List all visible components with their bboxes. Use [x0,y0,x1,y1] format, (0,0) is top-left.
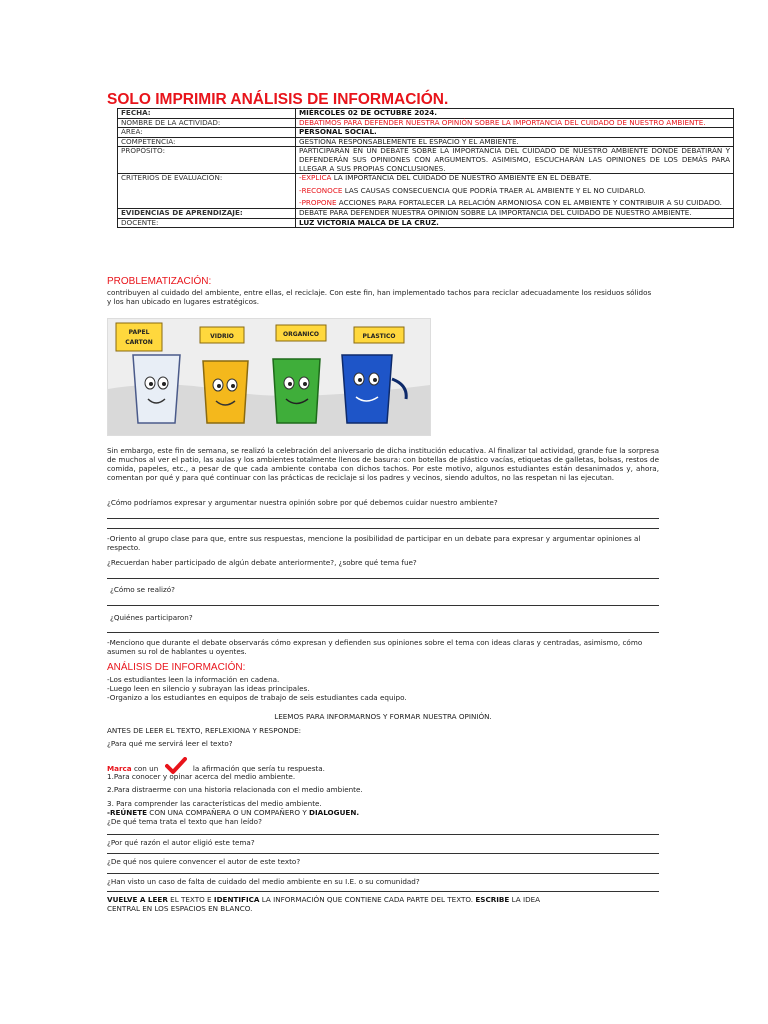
competencia-label: COMPETENCIA: [118,137,296,147]
reunete-end: DIALOGUEN. [309,808,360,817]
option-2: 2.Para distraerme con una historia relacionada con el medio ambiente. [107,785,363,794]
question-1: ¿Cómo podríamos expresar y argumentar nuestra opinión sobre por qué debemos cuidar nuestro ambiente? [107,498,498,507]
antes-heading: ANTES DE LEER EL TEXTO, REFLEXIONA Y RESPONDE: [107,726,302,735]
answer-line [107,853,659,854]
marca-rest: la afirmación que sería tu respuesta. [192,764,325,773]
question-8: ¿Han visto un caso de falta de cuidado del medio ambiente en su I.E. o su comunidad? [107,877,420,886]
vuelve-verb-3: ESCRIBE [475,895,510,904]
step-3: -Organizo a los estudiantes en equipos de trabajo de seis estudiantes cada equipo. [107,693,407,702]
step-2: -Luego leen en silencio y subrayan las ideas principales. [107,684,310,693]
fecha-label: FECHA: [118,109,296,119]
vuelve-instruction [107,895,659,913]
answer-line [107,528,659,529]
vuelve-text-4: CENTRAL EN LOS ESPACIOS EN BLANCO. [107,904,253,913]
bin-label-glass: VIDRIO [210,333,234,340]
question-2: ¿Recuerdan haber participado de algún debate anteriormente?, ¿sobre qué tema fue? [107,558,417,567]
analisis-heading: ANÁLISIS DE INFORMACIÓN: [107,662,246,673]
story-paragraph: Sin embargo, este fin de semana, se realizó la celebración del aniversario de dicha institución educativa. Al finalizar tal actividad, grande fue la sorpresa de muchos al ver el patio, las aulas y los ambientes totalmente llenos de basura: con botellas de plástico vacías, etiquetas de galletas, bolsas, restos de comida, papeles, etc., a pesar de que cada ambiente contaba con dichos tachos. Por este motivo, algunos estudiantes están desanimados y, ahora, comentan por qué y para qué continuar con las prácticas de reciclaje si los padres y vecinos, siendo adultos, no las respetan ni las ejecutan. [107,446,659,482]
bin-label-carton: CARTON [125,339,153,346]
option-1: 1.Para conocer y opinar acerca del medio ambiente. [107,772,296,781]
proposito-value: PARTICIPARÁN EN UN DEBATE SOBRE LA IMPORTANCIA DEL CUIDADO DE NUESTRO AMBIENTE DONDE DEBATIRÁN Y DEFENDERÁN SUS OPINIONES CON ARGUMENTOS. ASIMISMO, ESCUCHARÁN LAS OPINIONES DE LOS DEMÁS PARA LLEGAR A SUS PROPIAS CONCLUSIONES. [296,147,734,174]
bin-label-organic: ORGANICO [282,331,320,338]
table-row [118,218,734,228]
answer-line [107,891,659,892]
bin-label-plastic: PLASTICO [362,333,396,340]
docente-label: DOCENTE: [118,218,296,228]
area-label: ÁREA: [118,128,296,138]
competencia-value: GESTIONA RESPONSABLEMENTE EL ESPACIO Y EL AMBIENTE. [296,137,734,147]
bin-label-paper: PAPEL [128,329,150,336]
question-3: ¿Cómo se realizó? [110,585,175,594]
orient-paragraph: -Oriento al grupo clase para que, entre sus respuestas, mencione la posibilidad de participar en un debate para expresar y argumentar opiniones al respecto. [107,534,641,552]
step-1: -Los estudiantes leen la información en cadena. [107,675,280,684]
answer-line [107,605,659,606]
criterio-verb: -PROPONE [299,198,337,208]
vuelve-text-2: LA INFORMACIÓN QUE CONTIENE CADA PARTE DEL TEXTO. [259,895,476,904]
recycling-bins-image [107,318,431,436]
option-3: 3. Para comprender las características del medio ambiente. [107,799,322,808]
table-row [118,109,734,119]
question-5: ¿De qué tema trata el texto que han leído? [107,817,262,826]
question-7: ¿De qué nos quiere convencer el autor de este texto? [107,857,301,866]
problematizacion-heading: PROBLEMATIZACIÓN: [107,276,212,287]
criterio-verb: -EXPLICA [299,173,332,183]
problematizacion-intro: contribuyen al cuidado del ambiente, entre ellas, el reciclaje. Con este fin, han implementado tachos para reciclar adecuadamente los residuos sólidos y los han ubicado en lugares estratégicos. [107,288,652,306]
criterio-verb: -RECONOCE [299,185,343,195]
evidencias-label: EVIDENCIAS DE APRENDIZAJE: [118,208,296,218]
proposito-label: PROPÓSITO: [118,147,296,174]
criterio-text: LAS CAUSAS CONSECUENCIA QUE PODRÍA TRAER AL AMBIENTE Y EL NO CUIDARLO. [342,185,646,195]
vuelve-text-3: LA IDEA [509,895,541,904]
activity-info-table [117,108,734,228]
glass-bin-icon [203,361,248,423]
evidencias-value: DEBATE PARA DEFENDER NUESTRA OPINIÓN SOBRE LA IMPORTANCIA DEL CUIDADO DE NUESTRO AMBIENTE. [296,208,734,218]
actividad-value: DEBATIMOS PARA DEFENDER NUESTRA OPINIÓN SOBRE LA IMPORTANCIA DEL CUIDADO DE NUESTRO AMBIENTE. [296,118,734,128]
criterios-label: CRITERIOS DE EVALUACIÓN: [118,174,296,209]
answer-line [107,834,659,835]
reunete-verb: -REÚNETE [107,808,148,817]
table-row [118,147,734,174]
marca-word: Marca [107,764,132,773]
question-para-que: ¿Para qué me servirá leer el texto? [107,739,233,748]
answer-line [107,578,659,579]
paper-bin-icon [133,355,180,423]
vuelve-verb-2: IDENTIFICA [213,895,260,904]
docente-value: LUZ VICTORIA MALCA DE LA CRUZ. [296,218,734,228]
criterio-text: LA IMPORTANCIA DEL CUIDADO DE NUESTRO AMBIENTE EN EL DEBATE. [331,173,592,183]
answer-line [107,873,659,874]
answer-line [107,518,659,519]
criterio-text: ACCIONES PARA FORTALECER LA RELACIÓN ARMONIOSA CON EL AMBIENTE Y CONTRIBUIR A SU CUIDADO. [336,198,722,208]
table-row [118,174,734,209]
table-row [118,118,734,128]
marca-con: con un [131,764,159,773]
answer-line [107,632,659,633]
organic-bin-icon [273,359,320,423]
question-6: ¿Por qué razón el autor eligió este tema? [107,838,255,847]
mention-paragraph: -Menciono que durante el debate observarás cómo expresan y defienden sus opiniones sobre el tema con ideas claras y centradas, asimismo, cómo asumen su rol de hablantes u oyentes. [107,638,643,656]
reunete-mid: CON UNA COMPAÑERA O UN COMPAÑERO Y [147,808,310,817]
page-title: SOLO IMPRIMIR ANÁLISIS DE INFORMACIÓN. [107,91,449,108]
vuelve-verb-1: VUELVE A LEER [107,895,168,904]
area-value: PERSONAL SOCIAL. [296,128,734,138]
vuelve-text-1: EL TEXTO E [167,895,214,904]
leemos-heading: LEEMOS PARA INFORMARNOS Y FORMAR NUESTRA OPINIÓN. [274,712,492,721]
reunete-instruction [107,808,359,817]
table-row [118,208,734,218]
fecha-value: MIÉRCOLES 02 DE OCTUBRE 2024. [296,109,734,119]
recycling-bins-illustration [108,319,430,435]
actividad-label: NOMBRE DE LA ACTIVIDAD: [118,118,296,128]
plastic-bin-icon [342,355,392,423]
criterios-value [296,174,734,209]
table-row [118,128,734,138]
question-4: ¿Quiénes participaron? [110,613,193,622]
